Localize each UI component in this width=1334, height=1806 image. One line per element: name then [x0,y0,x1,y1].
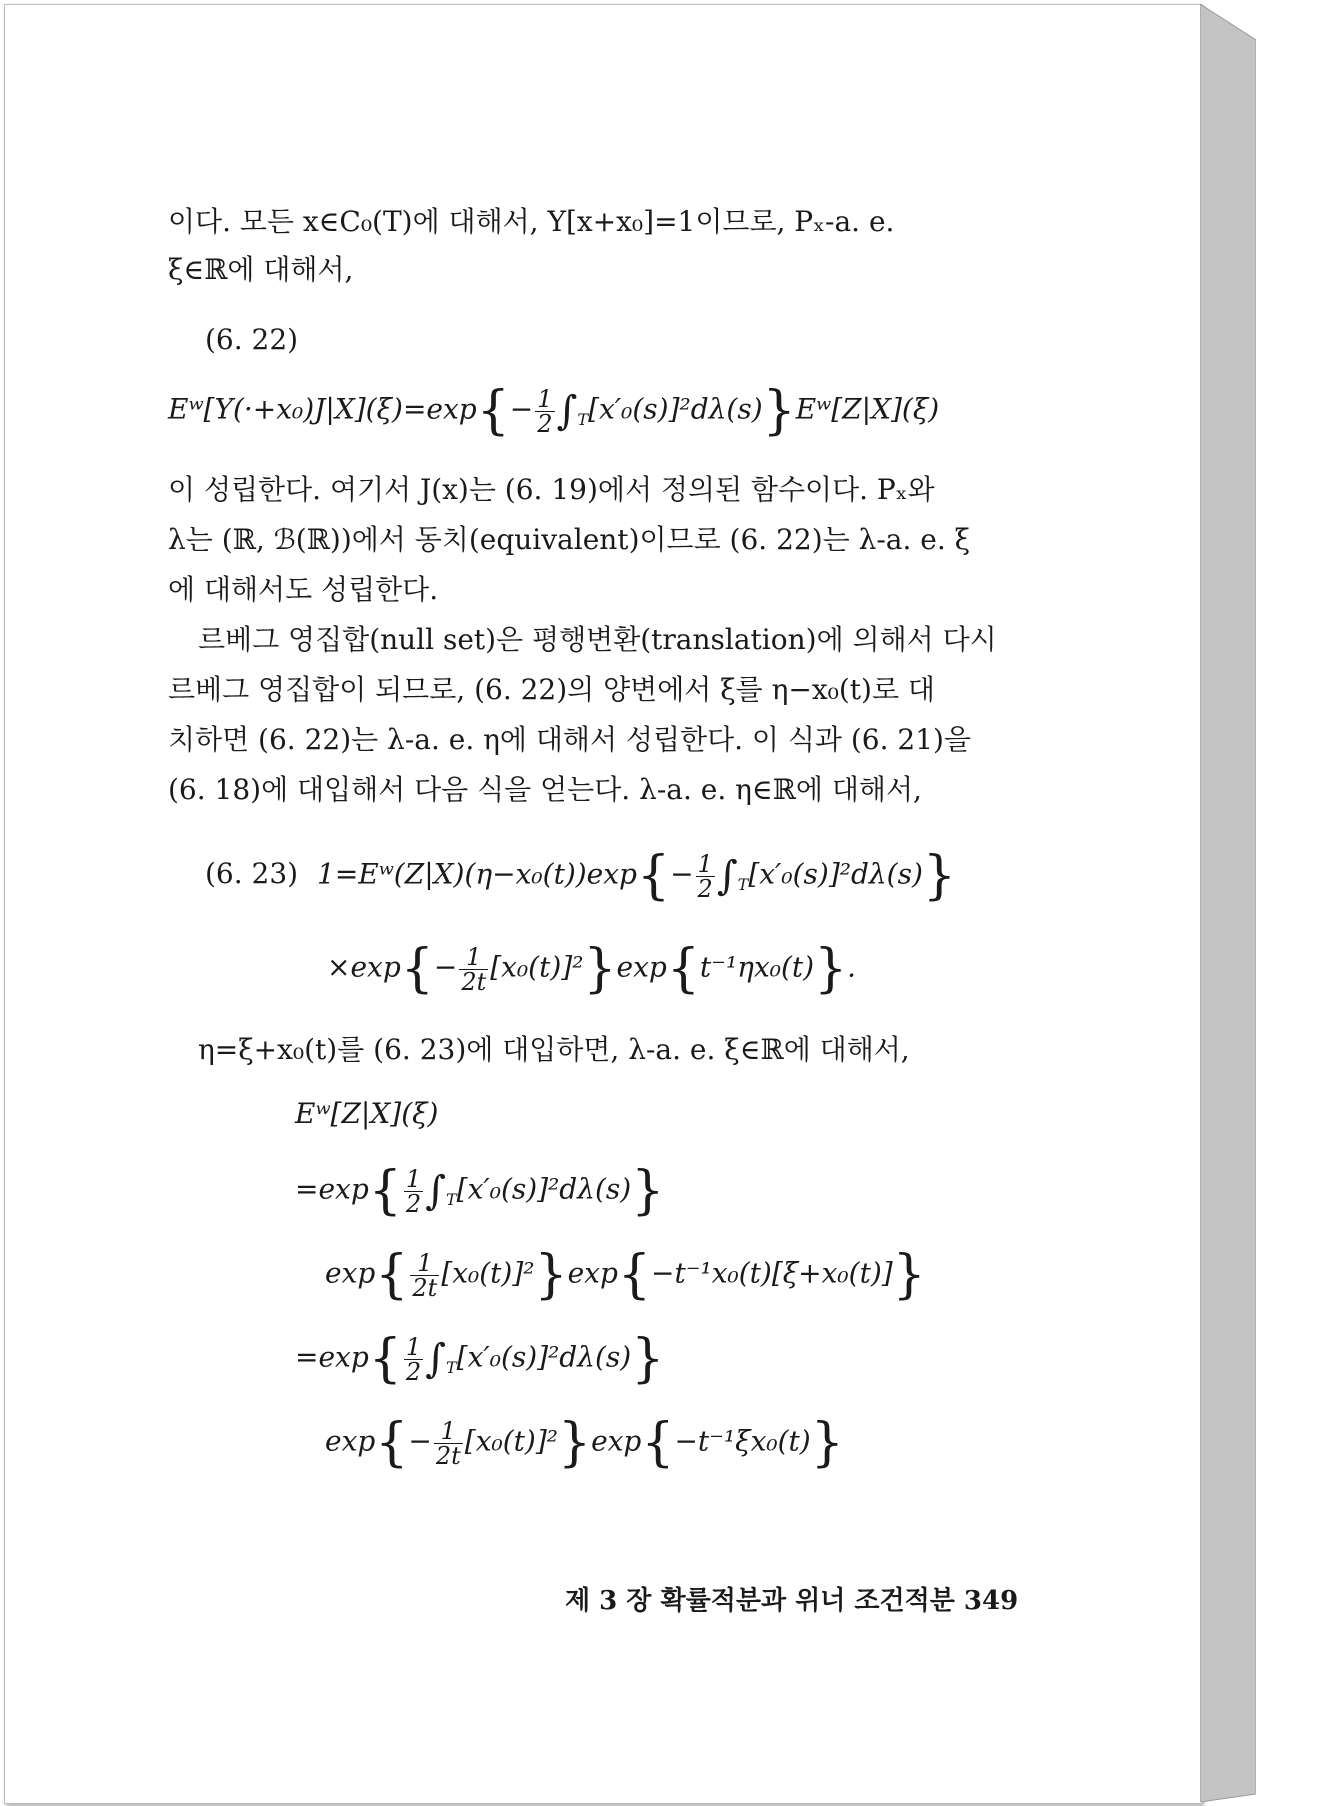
integrand: [x′₀(s)]²dλ(s) [748,857,923,891]
text-line: 르베그 영집합이 되므로, (6. 22)의 양변에서 ξ를 η−x₀(t)로 대 [168,673,935,706]
text-line: λ는 (ℝ, ℬ(ℝ))에서 동치(equivalent)이므로 (6. 22)는 λ-a. e. ξ [168,523,971,556]
integrand: [x′₀(s)]²dλ(s) [588,392,763,426]
left-brace: { [476,381,510,441]
eq-lhs: Eʷ[Y(·+x₀)J|X](ξ)=exp [168,392,477,426]
equation-6-23-line2: ×exp{− $\frac{1}{2t}$ [x₀(t)]²}exp{t⁻¹ηx₀(t)}. [327,939,857,999]
text-line: η=ξ+x₀(t)를 (6. 23)에 대입하면, λ-a. e. ξ∈ℝ에 대해서, [198,1033,910,1066]
page-footer: 제 3 장 확률적분과 위너 조건적분 349 [565,1586,1019,1616]
text-line: 에 대해서도 성립한다. [168,573,439,606]
integral-subscript: T [737,875,749,895]
integral-sign: ∫ [556,388,578,434]
book-page [4,4,1202,1804]
text-line: 치하면 (6. 22)는 λ-a. e. η에 대해서 성립한다. 이 식과 (6. 21)을 [168,723,972,756]
book-edge [1200,4,1256,1802]
equation-label: (6. 22) [205,323,299,356]
derivation-line: =exp{ $\frac{1}{2}$ $\int_T[x'_0(s)]^2d\lambda(s)$} [295,1329,665,1389]
fraction: $\frac{1}{2t}$ [435,1416,461,1470]
minus-sign: − [670,857,694,891]
derivation-line: =exp{ $\frac{1}{2}$ $\int_T[x'_0(s)]^2d\lambda(s)$} [295,1161,665,1221]
text-line: 이다. 모든 x∈C₀(T)에 대해서, Y[x+x₀]=1이므로, Pₓ-a. e. [168,205,895,238]
right-brace: } [922,846,956,906]
eq-rhs: Eʷ[Z|X](ξ) [795,392,940,426]
fraction: $\frac{1}{2t}$ [412,1248,438,1302]
fraction: $\frac{1}{2t}$ [461,942,487,996]
text-line: 르베그 영집합(null set)은 평행변환(translation)에 의해서 다시 [198,623,997,656]
fraction: $\frac{1}{2}$ [405,1164,422,1218]
minus-sign: − [509,392,534,426]
text-line: ξ∈ℝ에 대해서, [168,253,354,286]
fraction: $\frac{1}{2}$ [405,1332,422,1386]
integral-subscript: T [577,410,589,430]
equation-6-23-line1 [317,846,956,906]
right-brace: } [762,381,796,441]
equation-6-22 [168,381,940,441]
text-line: (6. 18)에 대입해서 다음 식을 얻는다. λ-a. e. η∈ℝ에 대해서, [168,773,922,806]
fraction: $\frac{1}{2}$ [697,849,713,903]
derivation-line: Eʷ[Z|X](ξ) [295,1097,439,1130]
left-brace: { [636,846,671,906]
integral-sign: ∫ [716,853,738,899]
derivation-line: exp{− $\frac{1}{2t}$ [x₀(t)]²}exp{−t⁻¹ξx₀(t)} [325,1413,844,1473]
eq-lhs: 1=Eʷ(Z|X)(η−x₀(t))exp [317,857,637,891]
derivation-line: exp{ $\frac{1}{2t}$ [x₀(t)]²}exp{−t⁻¹x₀(t)[ξ+x₀(t)]} [325,1245,926,1305]
equation-label: (6. 23) [205,857,299,890]
fraction: $\frac{1}{2}$ [537,384,553,438]
text-line: 이 성립한다. 여기서 J(x)는 (6. 19)에서 정의된 함수이다. Pₓ와 [168,473,935,506]
